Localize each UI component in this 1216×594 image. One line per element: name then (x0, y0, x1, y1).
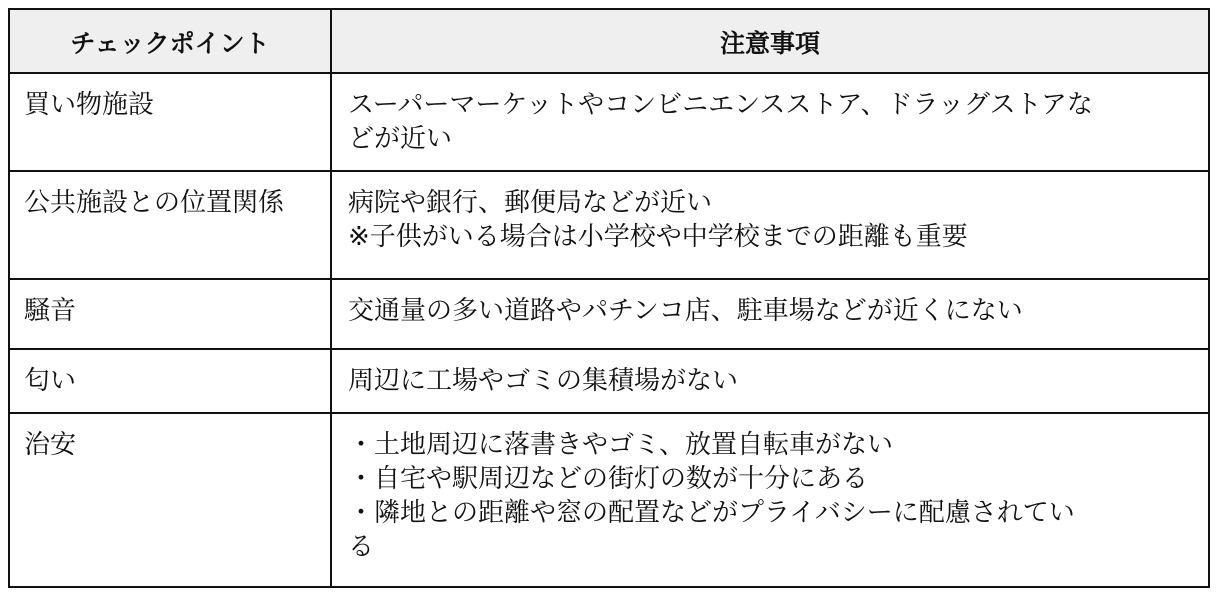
header-checkpoint: チェックポイント (9, 9, 331, 73)
checkpoint-label: 治安 (24, 430, 77, 460)
checkpoint-table (8, 8, 1210, 588)
checkpoint-label: 匂い (24, 366, 77, 396)
checkpoint-label: 公共施設との位置関係 (24, 188, 285, 218)
note-line: る (348, 532, 375, 562)
checkpoint-label: 騒音 (24, 296, 77, 326)
checkpoint-cell (9, 413, 331, 587)
table-row (9, 73, 1209, 171)
note-line: 周辺に工場やゴミの集積場がない (348, 366, 739, 396)
table-row (9, 413, 1209, 587)
note-line: スーパーマーケットやコンビニエンスストア、ドラッグストアな (348, 90, 1093, 120)
checkpoint-cell (9, 73, 331, 171)
notes-cell (331, 73, 1209, 171)
note-line: ※子供がいる場合は小学校や中学校までの距離も重要 (348, 222, 968, 252)
checkpoint-cell (9, 171, 331, 279)
notes-cell (331, 349, 1209, 413)
checkpoint-label: 買い物施設 (24, 90, 155, 120)
note-line: 病院や銀行、郵便局などが近い (348, 188, 713, 218)
checkpoint-cell (9, 349, 331, 413)
checkpoint-cell (9, 279, 331, 349)
note-line: ・自宅や駅周辺などの街灯の数が十分にある (348, 464, 869, 494)
notes-cell (331, 171, 1209, 279)
checkpoint-table-container (8, 8, 1208, 588)
note-line: ・土地周辺に落書きやゴミ、放置自転車がない (348, 430, 893, 460)
note-line: ・隣地との距離や窓の配置などがプライバシーに配慮されてい (348, 498, 1075, 528)
table-row (9, 349, 1209, 413)
table-row (9, 171, 1209, 279)
notes-cell (331, 413, 1209, 587)
note-line: どが近い (348, 124, 453, 154)
note-line: 交通量の多い道路やパチンコ店、駐車場などが近くにない (348, 296, 1023, 326)
notes-cell (331, 279, 1209, 349)
table-row (9, 279, 1209, 349)
header-notes: 注意事項 (331, 9, 1209, 73)
table-header-row (9, 9, 1209, 73)
